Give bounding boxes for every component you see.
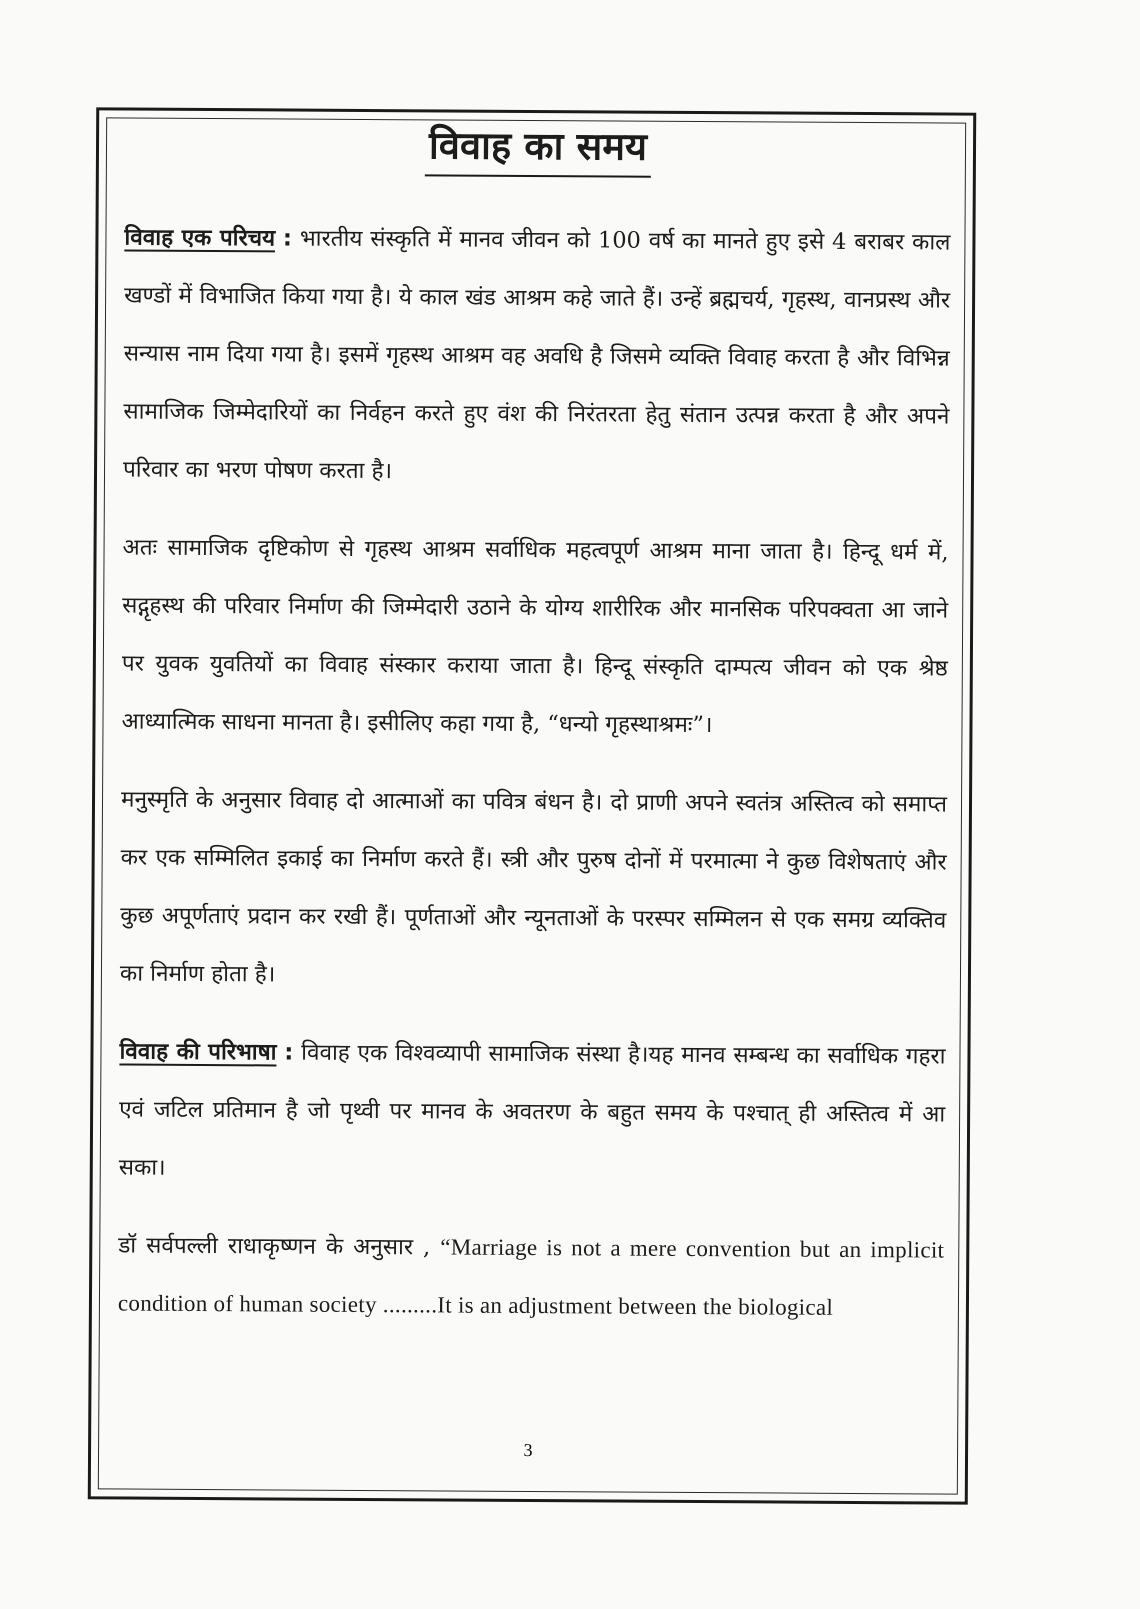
- page-title-wrap: [125, 117, 951, 180]
- radhakrishnan-intro: डॉ सर्वपल्ली राधाकृष्णन के अनुसार ,: [118, 1232, 431, 1261]
- definition-text: विवाह एक विश्वव्यापी सामाजिक संस्था है।यह मानव सम्बन्ध का सर्वाधिक गहरा एवं जटिल प्रतिमान है जो पृथ्वी पर मानव के अवतरण के बहुत समय के पश्चात् ही अस्तित्व में आ सका।: [118, 1039, 946, 1181]
- heading-definition: विवाह की परिभाषा: [119, 1038, 277, 1066]
- paragraph-manusmriti: मनुस्मृति के अनुसार विवाह दो आत्माओं का पवित्र बंधन है। दो प्राणी अपने स्वतंत्र अस्तित्व को समाप्त कर एक सम्मिलित इकाई का निर्माण करते हैं। स्त्री और पुरुष दोनों में परमात्मा ने कुछ विशेषताएं और कुछ अपूर्णताएं प्रदान कर रखी हैं। पूर्णताओं और न्यूनताओं के परस्पर सम्मिलन से एक समग्र व्यक्तिव का निर्माण होता है।: [119, 786, 948, 988]
- page-content: [118, 111, 952, 1358]
- page-title: विवाह का समय: [425, 118, 651, 177]
- paragraph-radhakrishnan: [118, 1216, 945, 1337]
- paragraph-introduction: [123, 209, 951, 504]
- heading-definition-colon: :: [284, 1039, 294, 1066]
- introduction-text: भारतीय संस्कृति में मानव जीवन को 100 वर्ष का मानते हुए इसे 4 बराबर काल खण्डों में विभाजित किया गया है। ये काल खंड आश्रम कहे जाते हैं। उन्हें ब्रह्मचर्य, गृहस्थ, वानप्रस्थ और सन्यास नाम दिया गया है। इसमें गृहस्थ आश्रम वह अवधि है जिसमे व्यक्ति विवाह करता है और विभिन्न सामाजिक जिम्मेदारियों का निर्वहन करते हुए वंश की निरंतरता हेतु संतान उत्पन्न करता है और अपने परिवार का भरण पोषण करता है।: [122, 225, 951, 485]
- paragraph-grihastha: अतः सामाजिक दृष्टिकोण से गृहस्थ आश्रम सर्वाधिक महत्वपूर्ण आश्रम माना जाता है। हिन्दू धर्म में, सद्गृहस्थ की परिवार निर्माण की जिम्मेदारी उठाने के योग्य शारीरिक और मानसिक परिपक्वता आ जाने पर युवक युवतियों का विवाह संस्कार कराया जाता है। हिन्दू संस्कृति दाम्पत्य जीवन को एक श्रेष्ठ आध्यात्मिक साधना मानता है। इसीलिए कहा गया है, “धन्यो गृहस्थाश्रमः”।: [121, 534, 949, 739]
- page-number: 3: [523, 1439, 533, 1461]
- paragraph-definition: [119, 1022, 946, 1201]
- heading-introduction: विवाह एक परिचय: [124, 224, 276, 252]
- radhakrishnan-quote: “Marriage is not a mere convention but an implicit condition of human society .........It is an adjustment between the biological: [117, 1234, 945, 1320]
- page-border: [88, 107, 976, 1504]
- heading-introduction-colon: :: [282, 225, 293, 252]
